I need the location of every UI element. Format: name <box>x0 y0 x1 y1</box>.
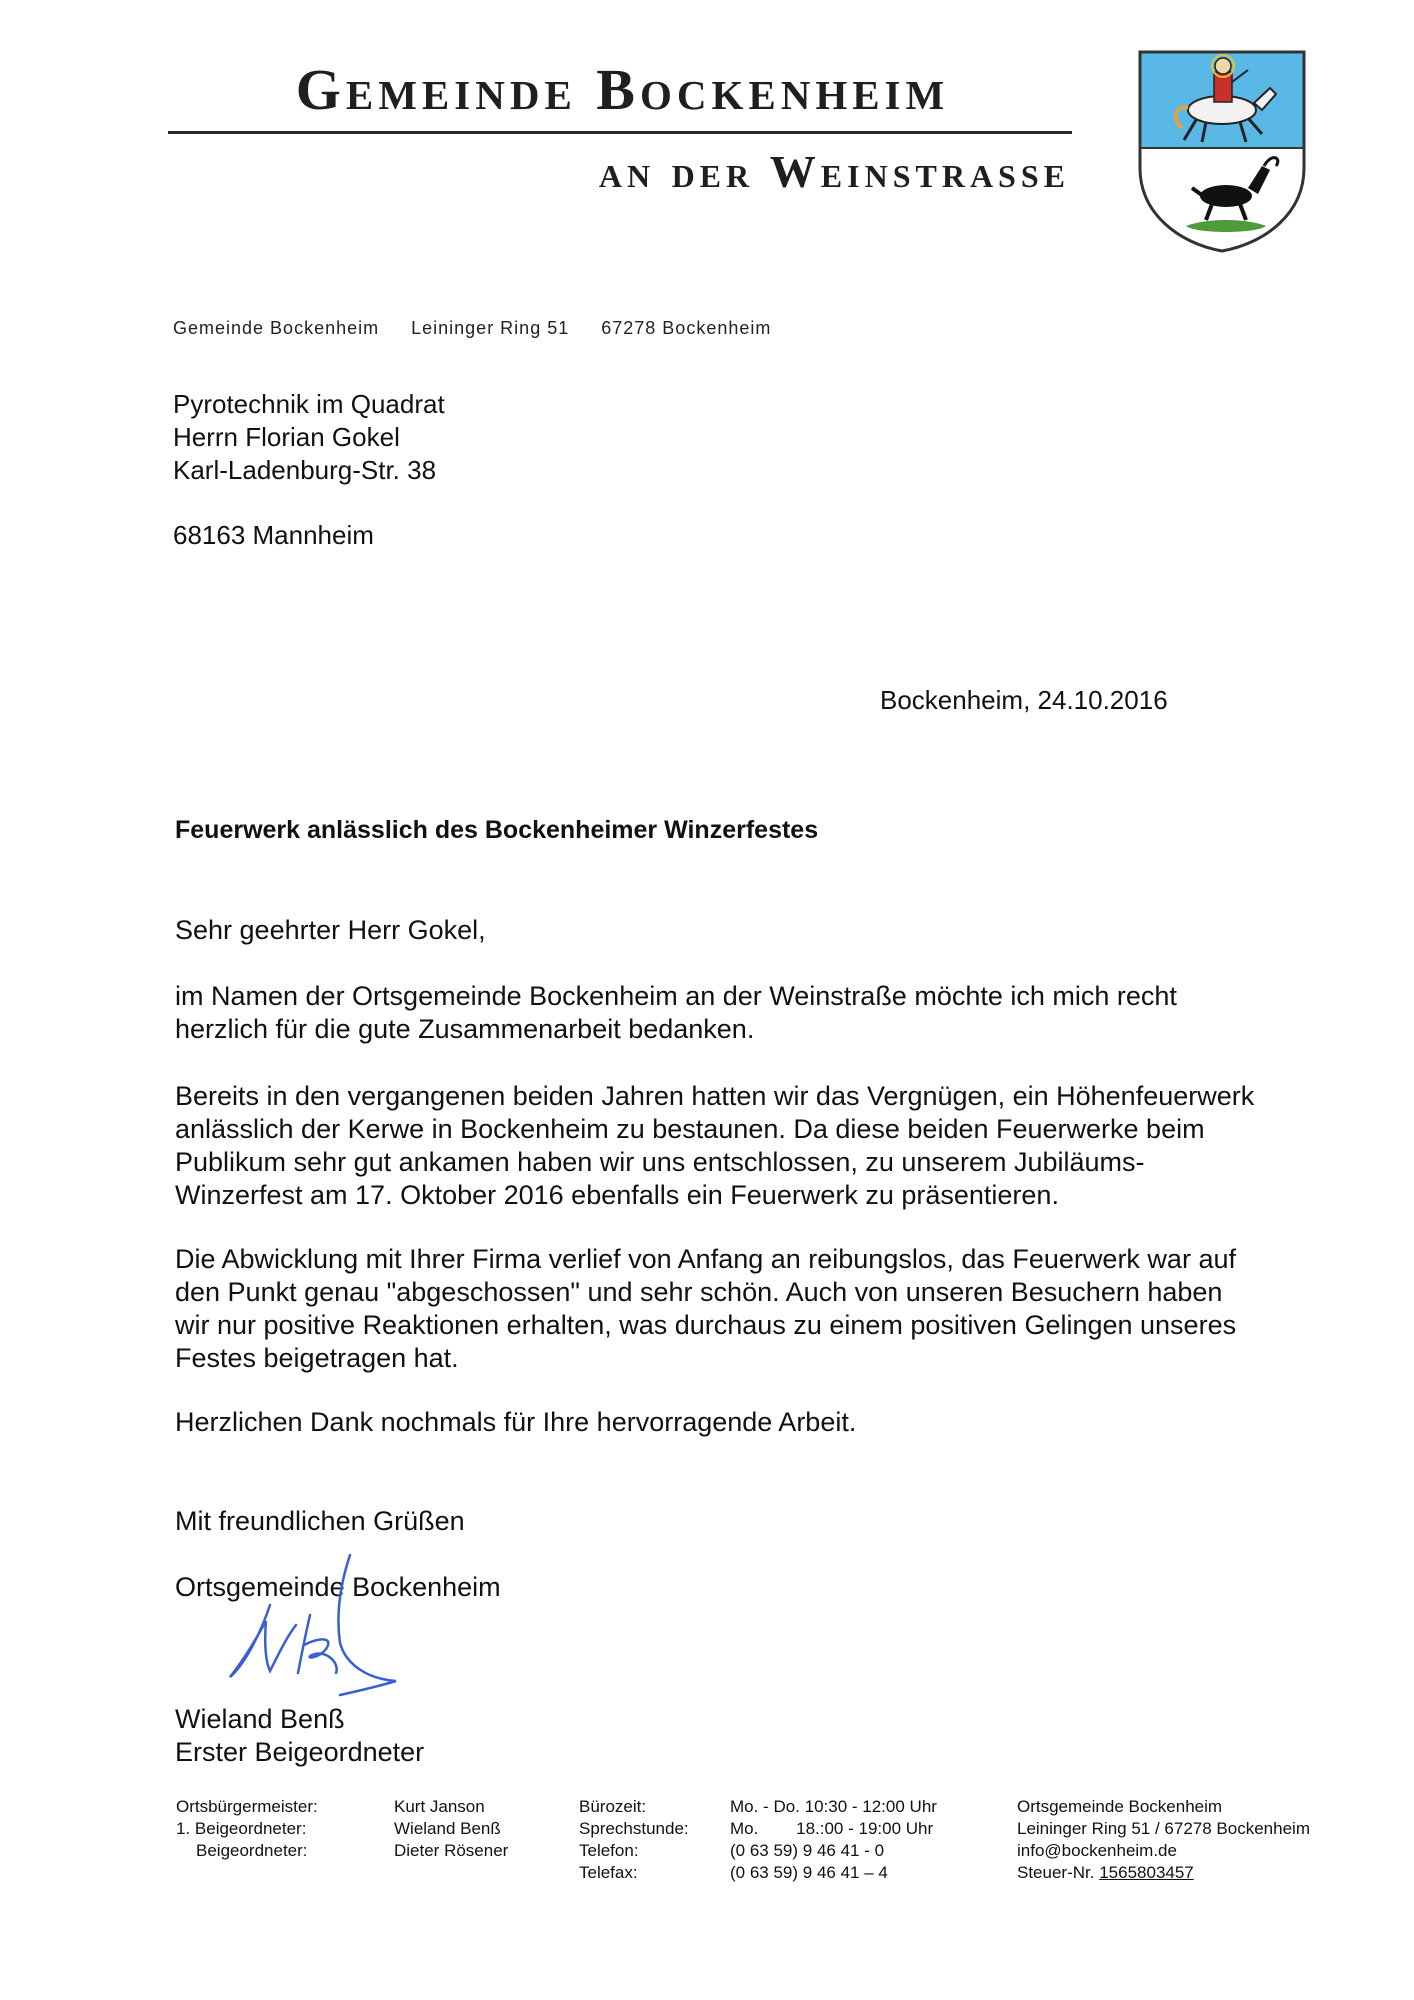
footer-organization <box>1017 1796 1310 1884</box>
paragraph-line: anlässlich der Kerwe in Bockenheim zu bestaunen. Da diese beiden Feuerwerke beim <box>175 1114 1205 1144</box>
footer-contact-label: Bürozeit: <box>579 1797 647 1816</box>
paragraph-line: Festes beigetragen hat. <box>175 1343 459 1373</box>
footer-contact-value: Mo. - Do. 10:30 - 12:00 Uhr <box>730 1797 937 1816</box>
letterhead-rule <box>168 131 1072 134</box>
footer-person: Dieter Rösener <box>394 1841 509 1860</box>
footer-contact-label: Telefon: <box>579 1841 639 1860</box>
recipient-city: 68163 Mannheim <box>173 520 374 550</box>
date-line: Bockenheim, 24.10.2016 <box>880 685 1168 715</box>
coat-of-arms-icon <box>1136 48 1308 255</box>
footer-contact-value: (0 63 59) 9 46 41 – 4 <box>730 1863 888 1882</box>
signer-block <box>175 1703 424 1769</box>
recipient-street: Karl-Ladenburg-Str. 38 <box>173 455 437 485</box>
paragraph-line: den Punkt genau "abgeschossen" und sehr schön. Auch von unseren Besuchern haben <box>175 1277 1223 1307</box>
paragraph-1 <box>175 980 1325 1046</box>
letterhead-subtitle-text: an der Weinstrasse <box>598 146 1070 197</box>
paragraph-line: Die Abwicklung mit Ihrer Firma verlief von Anfang an reibungslos, das Feuerwerk war auf <box>175 1244 1236 1274</box>
subject-line: Feuerwerk anlässlich des Bockenheimer Winzerfestes <box>175 816 819 844</box>
paragraph-4 <box>175 1406 1325 1439</box>
recipient-person: Herrn Florian Gokel <box>173 422 400 452</box>
footer-contact-label: Telefax: <box>579 1863 638 1882</box>
footer-contact-labels <box>579 1796 689 1884</box>
footer-contact-value: Mo. 18.:00 - 19:00 Uhr <box>730 1819 934 1838</box>
letterhead-title-text: Gemeinde Bockenheim <box>295 57 950 122</box>
organization: Ortsgemeinde Bockenheim <box>175 1572 501 1602</box>
paragraph-line: wir nur positive Reaktionen erhalten, was durchaus zu einem positiven Gelingen unseres <box>175 1310 1237 1340</box>
signature-icon <box>200 1545 410 1720</box>
footer-contact-values <box>730 1796 937 1884</box>
footer-role: Ortsbürgermeister: <box>176 1797 318 1816</box>
signer-title: Erster Beigeordneter <box>175 1737 425 1767</box>
recipient-address <box>173 388 445 487</box>
footer-tax-number: 1565803457 <box>1099 1863 1194 1882</box>
paragraph-line: Winzerfest am 17. Oktober 2016 ebenfalls ein Feuerwerk zu präsentieren. <box>175 1180 1059 1210</box>
letterhead-title <box>175 55 1070 125</box>
letterhead-subtitle <box>300 140 1070 204</box>
paragraph-line: Herzlichen Dank nochmals für Ihre hervorragende Arbeit. <box>175 1407 857 1437</box>
footer-roles <box>176 1796 318 1862</box>
sender-street: Leininger Ring 51 <box>411 318 570 338</box>
paragraph-3 <box>175 1243 1325 1375</box>
sender-line <box>173 318 797 339</box>
sender-name: Gemeinde Bockenheim <box>173 318 380 338</box>
closing: Mit freundlichen Grüßen <box>175 1506 465 1536</box>
salutation: Sehr geehrter Herr Gokel, <box>175 915 486 945</box>
footer-person: Wieland Benß <box>394 1819 501 1838</box>
paragraph-line: im Namen der Ortsgemeinde Bockenheim an der Weinstraße möchte ich mich recht <box>175 981 1177 1011</box>
footer-org-email[interactable]: info@bockenheim.de <box>1017 1841 1177 1860</box>
footer-person: Kurt Janson <box>394 1797 485 1816</box>
sender-city: 67278 Bockenheim <box>601 318 772 338</box>
footer-tax <box>1017 1862 1310 1884</box>
footer-contact-value: (0 63 59) 9 46 41 - 0 <box>730 1841 885 1860</box>
paragraph-line: Bereits in den vergangenen beiden Jahren hatten wir das Vergnügen, ein Höhenfeuerwerk <box>175 1081 1255 1111</box>
paragraph-2 <box>175 1080 1325 1212</box>
footer-contact-label: Sprechstunde: <box>579 1819 689 1838</box>
footer-role: 1. Beigeordneter: <box>176 1819 307 1838</box>
recipient-company: Pyrotechnik im Quadrat <box>173 389 445 419</box>
footer-role: Beigeordneter: <box>196 1841 308 1860</box>
paragraph-line: Publikum sehr gut ankamen haben wir uns entschlossen, zu unserem Jubiläums- <box>175 1147 1145 1177</box>
footer-tax-label: Steuer-Nr. <box>1017 1863 1095 1882</box>
footer-org-name: Ortsgemeinde Bockenheim <box>1017 1797 1223 1816</box>
footer-org-address: Leininger Ring 51 / 67278 Bockenheim <box>1017 1819 1310 1838</box>
footer-names <box>394 1796 508 1862</box>
paragraph-line: herzlich für die gute Zusammenarbeit bedanken. <box>175 1014 755 1044</box>
signer-name: Wieland Benß <box>175 1704 345 1734</box>
